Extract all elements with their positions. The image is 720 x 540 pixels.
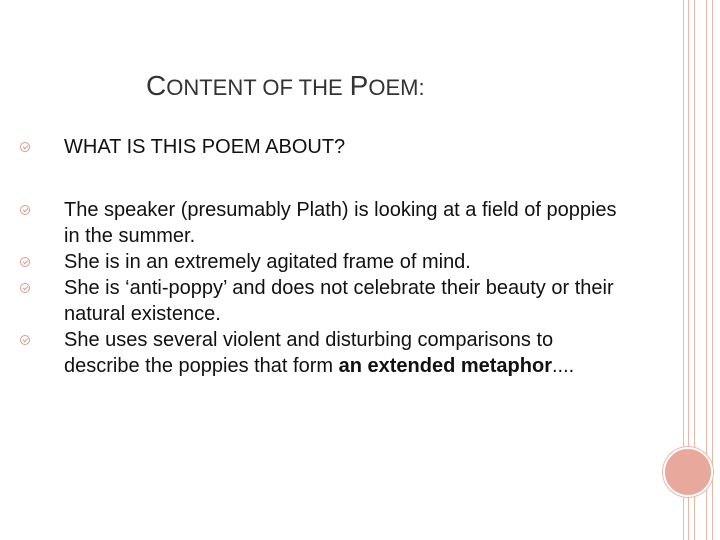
bullet-item xyxy=(64,275,624,327)
bullet-item xyxy=(64,197,624,249)
check-bullet-icon xyxy=(20,283,30,293)
bullet-text: She is ‘anti-poppy’ and does not celebrate their beauty or their natural existence. xyxy=(64,277,614,325)
title-part: OEM: xyxy=(368,75,425,100)
title-part: P xyxy=(349,70,369,101)
bullet-text-tail: .... xyxy=(552,355,575,377)
check-bullet-icon xyxy=(20,257,30,267)
bullet-item xyxy=(64,249,624,275)
title-part: C xyxy=(146,70,167,101)
bullet-emphasis: an extended metaphor xyxy=(338,355,552,377)
title-part: ONTENT OF THE xyxy=(166,75,343,100)
slide-title xyxy=(146,70,425,102)
check-bullet-icon xyxy=(20,205,30,215)
check-bullet-icon xyxy=(20,142,30,152)
bullet-text: WHAT IS THIS POEM ABOUT? xyxy=(64,136,346,158)
check-bullet-icon xyxy=(20,335,30,345)
bullet-text: She is in an extremely agitated frame of mind. xyxy=(64,251,471,273)
decorative-rail xyxy=(712,0,713,540)
bullet-text: She uses several violent and disturbing comparisons to describe the poppies that form xyxy=(64,329,554,377)
bullet-item xyxy=(64,327,624,379)
bullet-text: The speaker (presumably Plath) is looking at a field of poppies in the summer. xyxy=(64,199,617,247)
bullet-item xyxy=(64,134,624,160)
decorative-circle xyxy=(663,447,713,497)
bullet-list xyxy=(64,134,624,379)
